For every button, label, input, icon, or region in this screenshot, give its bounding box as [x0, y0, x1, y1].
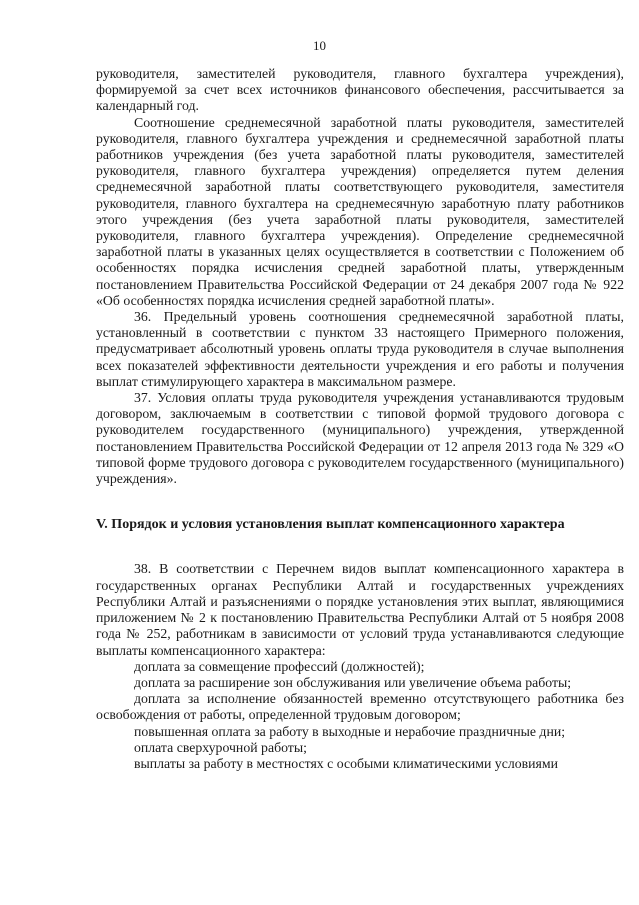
section-heading-v: V. Порядок и условия установления выплат компенсационного характера	[96, 517, 565, 533]
list-item: доплата за расширение зон обслуживания или увеличение объема работы;	[134, 674, 572, 690]
list-item: доплата за совмещение профессий (должностей);	[134, 658, 425, 674]
page-number: 10	[313, 38, 326, 53]
paragraph-36: 36. Предельный уровень соотношения среднемесячной заработной платы, установленный в соответствии с пунктом 33 настоящего Примерного положения, предусматривает абсолютный уровень оплаты труда руководителя в случае выполнения всех показателей эффективности деятельности учреждения и его работы и получения выплат стимулирующего характера в максимальном размере.	[96, 309, 624, 389]
list-item: оплата сверхурочной работы;	[134, 739, 307, 755]
paragraph-37: 37. Условия оплаты труда руководителя учреждения устанавливаются трудовым договором, заключаемым в соответствии с типовой формой трудового договора с руководителем государственного (муниципального) учреждения, утвержденной постановлением Правительства Российской Федерации от 12 апреля 2013 года № 329 «О типовой форме трудового договора с руководителем государственного (муниципального) учреждения».	[96, 390, 624, 487]
paragraph-38: 38. В соответствии с Перечнем видов выплат компенсационного характера в государственных органах Республики Алтай и государственных учреждениях Республики Алтай и разъяснениями о порядке установления этих выплат, являющимися приложением № 2 к постановлению Правительства Республики Алтай от 5 ноября 2008 года № 252, работникам в зависимости от условий труда устанавливаются следующие выплаты компенсационного характера:	[96, 561, 624, 658]
paragraph-salary-ratio: Соотношение среднемесячной заработной платы руководителя, заместителей руководителя, главного бухгалтера учреждения и среднемесячной заработной платы работников учреждения (без учета заработной платы руководителя, заместителей руководителя, главного бухгалтера учреждения) определяется путем деления среднемесячной заработной платы соответствующего руководителя, заместителя руководителя, главного бухгалтера на среднемесячную заработную плату работников этого учреждения (без учета заработной платы руководителя, заместителей руководителя, главного бухгалтера учреждения). Определение среднемесячной заработной платы в указанных целях осуществляется в соответствии с Положением об особенностях порядка исчисления средней заработной платы, утвержденным постановлением Правительства Российской Федерации от 24 декабря 2007 года № 922 «Об особенностях порядка исчисления средней заработной платы».	[96, 114, 624, 308]
paragraph-continuation: руководителя, заместителей руководителя, главного бухгалтера учреждения), формируемой за счет всех источников финансового обеспечения, рассчитывается за календарный год.	[96, 66, 624, 114]
list-item: доплата за исполнение обязанностей временно отсутствующего работника без освобождения от работы, определенной трудовым договором;	[96, 691, 624, 723]
document-body	[96, 66, 624, 772]
list-item: выплаты за работу в местностях с особыми климатическими условиями	[134, 755, 558, 771]
list-item: повышенная оплата за работу в выходные и нерабочие праздничные дни;	[134, 723, 566, 739]
